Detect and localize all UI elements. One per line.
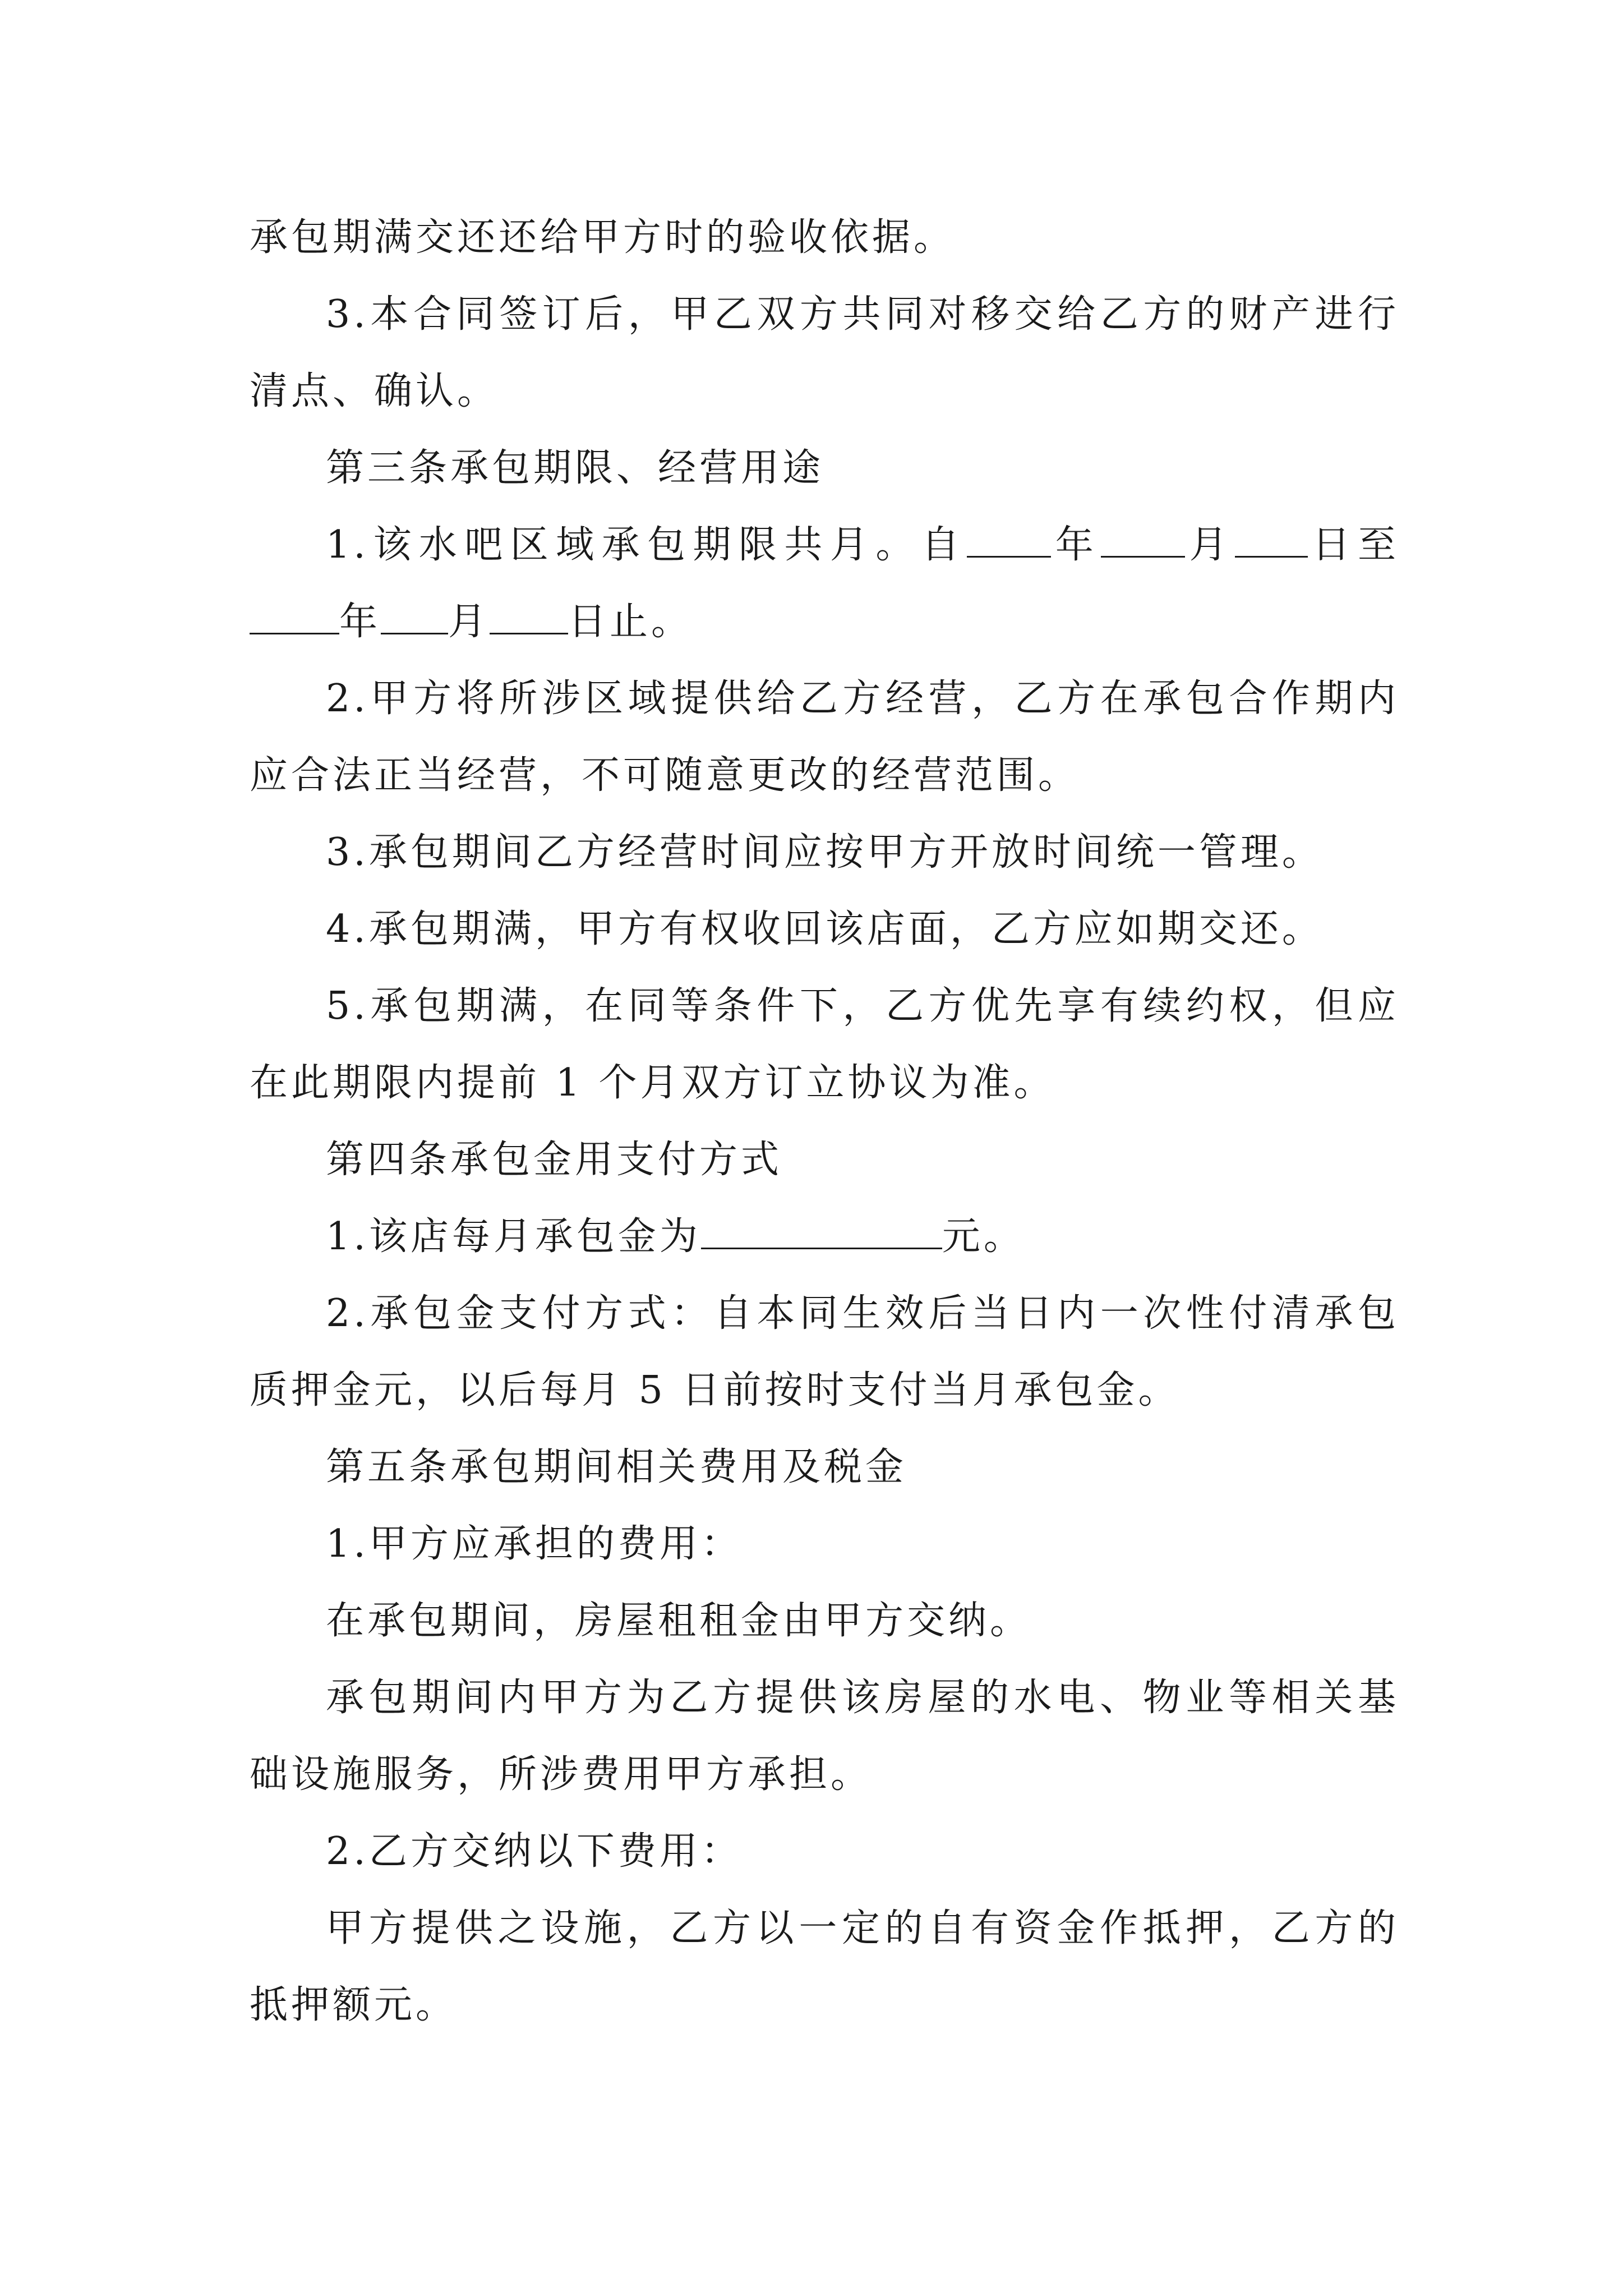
paragraph: 4.承包期满，甲方有权收回该店面，乙方应如期交还。 xyxy=(326,907,1324,951)
section-heading: 第四条承包金用支付方式 xyxy=(326,1138,783,1182)
blank-line xyxy=(1235,519,1308,558)
text-segment: 元。 xyxy=(942,1214,1025,1259)
paragraph: 甲方提供之设施，乙方以一定的自有资金作抵押，乙方的抵押额元。 xyxy=(250,1906,1399,2027)
paragraph: 5.承包期满，在同等条件下，乙方优先享有续约权，但应在此期限内提前 1 个月双方订立协议为准。 xyxy=(250,984,1399,1105)
paragraph: 2.乙方交纳以下费用： xyxy=(326,1829,743,1874)
paragraph-term-dates xyxy=(250,507,1399,660)
text-segment: 年 xyxy=(1051,523,1101,567)
text-segment: 1.该水吧区域承包期限共月。自 xyxy=(326,523,967,567)
paragraph: 承包期间内甲方为乙方提供该房屋的水电、物业等相关基础设施服务，所涉费用甲方承担。 xyxy=(250,1676,1399,1797)
blank-line xyxy=(490,596,568,634)
text-segment: 年 xyxy=(339,600,381,644)
text-segment: 日止。 xyxy=(568,600,693,644)
blank-line xyxy=(701,1211,942,1249)
paragraph: 承包期满交还还给甲方时的验收依据。 xyxy=(250,215,956,260)
paragraph: 在承包期间，房屋租租金由甲方交纳。 xyxy=(326,1599,1032,1643)
text-segment: 日至 xyxy=(1308,523,1399,567)
paragraph: 3.本合同签订后，甲乙双方共同对移交给乙方的财产进行清点、确认。 xyxy=(250,292,1399,413)
blank-line xyxy=(967,519,1051,558)
blank-line xyxy=(1101,519,1185,558)
paragraph-monthly-fee xyxy=(250,1198,1399,1275)
section-heading: 第五条承包期间相关费用及税金 xyxy=(326,1445,907,1489)
paragraph: 3.承包期间乙方经营时间应按甲方开放时间统一管理。 xyxy=(326,830,1324,875)
paragraph: 2.甲方将所涉区域提供给乙方经营，乙方在承包合作期内应合法正当经营，不可随意更改的经营范围。 xyxy=(250,677,1399,798)
text-segment: 月 xyxy=(448,600,490,644)
paragraph: 2.承包金支付方式：自本同生效后当日内一次性付清承包质押金元，以后每月 5 日前按时支付当月承包金。 xyxy=(250,1291,1399,1412)
text-segment: 月 xyxy=(1185,523,1235,567)
document-body xyxy=(250,199,1399,2044)
blank-line xyxy=(381,596,448,634)
text-segment: 1.该店每月承包金为 xyxy=(326,1214,701,1259)
paragraph: 1.甲方应承担的费用： xyxy=(326,1522,743,1566)
section-heading: 第三条承包期限、经营用途 xyxy=(326,446,824,490)
blank-line xyxy=(250,596,339,634)
